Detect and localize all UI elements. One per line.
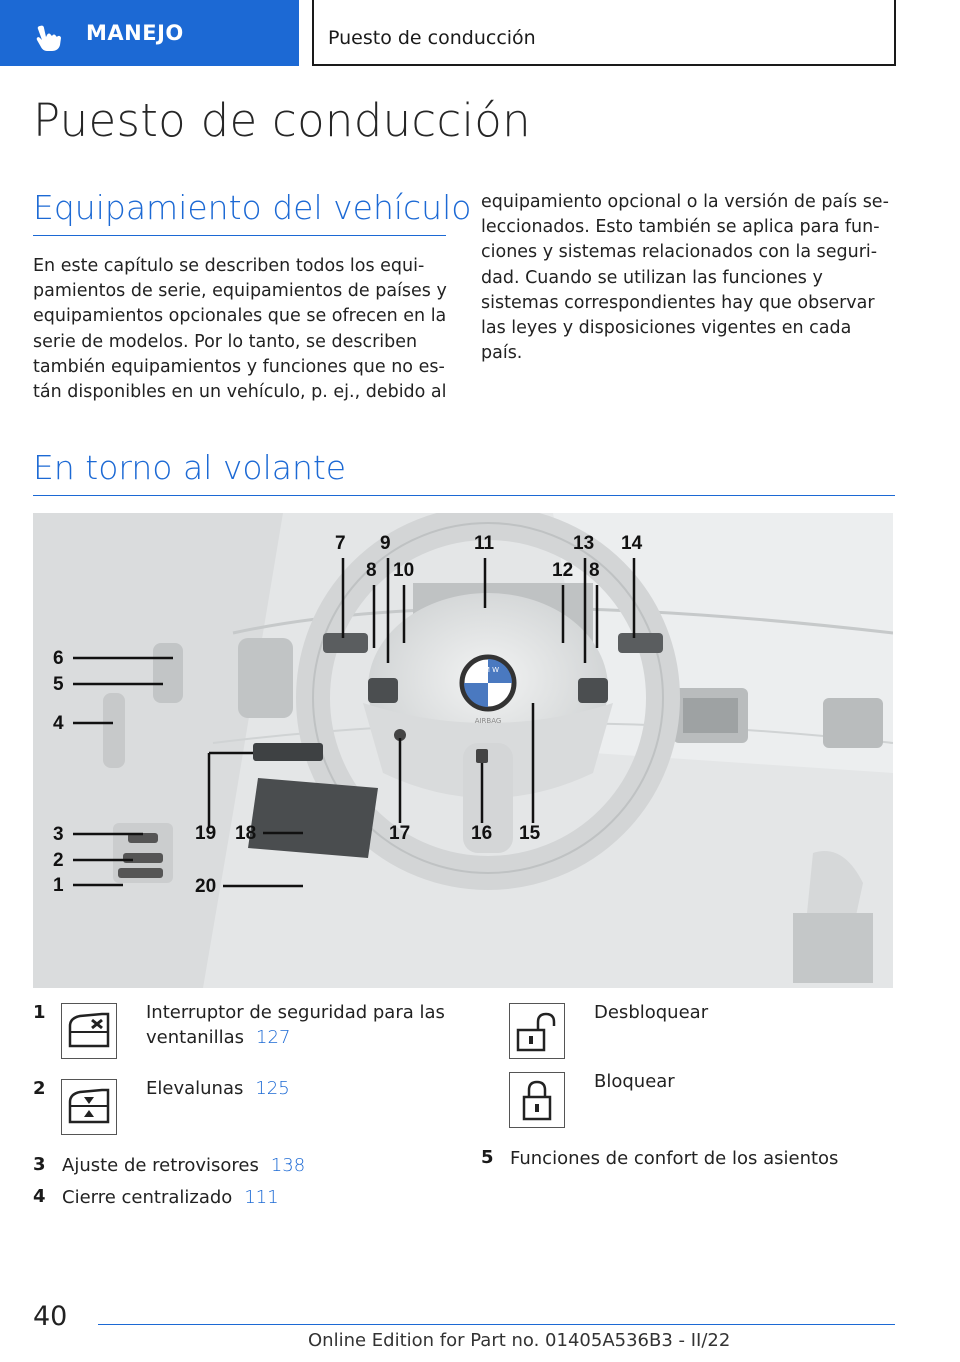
equipment-text-left <box>33 254 447 405</box>
callout-label: 20 <box>195 876 217 897</box>
callout-label: 11 <box>474 533 495 554</box>
cockpit-illustration <box>33 513 893 988</box>
callout-label: 5 <box>53 674 64 695</box>
steering-heading-rule <box>33 495 895 496</box>
airbag-label: AIRBAG <box>474 717 502 725</box>
legend-text-line: Interruptor de seguridad para las <box>146 1002 445 1023</box>
callout-label: 10 <box>393 560 415 581</box>
callout-label: 17 <box>389 823 411 844</box>
callout-label: 14 <box>621 533 643 554</box>
legend-unlock: Desbloquear <box>594 1002 709 1023</box>
legend-number: 5 <box>481 1147 494 1168</box>
section-label: Puesto de conducción <box>328 27 536 49</box>
callout-label: 16 <box>471 823 493 844</box>
text-line: ciones y sistemas relacionados con la seguri- <box>481 242 878 263</box>
cockpit-drawing <box>33 513 893 988</box>
text-line: sistemas correspondientes hay que observar <box>481 292 875 313</box>
text-line: equipamientos opcionales que se ofrecen en la <box>33 306 447 327</box>
callout-label: 9 <box>380 533 391 554</box>
page-reference-link[interactable]: 125 <box>255 1078 290 1099</box>
legend-number: 2 <box>33 1078 46 1099</box>
legend-text: Ajuste de retrovisores <box>62 1155 259 1176</box>
callout-label: 3 <box>53 824 64 845</box>
text-line: país. <box>481 343 523 364</box>
legend-text: Cierre centralizado <box>62 1187 233 1208</box>
text-line: En este capítulo se describen todos los equi- <box>33 256 425 276</box>
callout-label: 8 <box>589 560 600 581</box>
legend-item-1 <box>146 1000 445 1050</box>
text-line: dad. Cuando se utilizan las funciones y <box>481 267 823 288</box>
chapter-label: MANEJO <box>86 21 184 45</box>
callout-label: 6 <box>53 648 64 669</box>
page-header <box>0 0 960 66</box>
chapter-tab[interactable] <box>0 0 299 66</box>
equipment-heading-rule <box>33 235 446 236</box>
callout-label: 12 <box>552 560 574 581</box>
text-line: leccionados. Esto también se aplica para fun- <box>481 217 880 238</box>
unlock-icon <box>509 1003 565 1059</box>
power-window-icon <box>61 1079 117 1135</box>
callout-label: 19 <box>195 823 217 844</box>
section-tab[interactable] <box>312 0 896 66</box>
equipment-heading: Equipamiento del vehículo <box>33 188 472 227</box>
legend-text: Elevalunas <box>146 1078 244 1099</box>
legend-item-5: Funciones de confort de los asientos <box>510 1148 839 1169</box>
pointing-hand-icon <box>34 24 64 52</box>
legend-item-2 <box>146 1076 290 1101</box>
page-reference-link[interactable]: 127 <box>256 1027 291 1048</box>
callout-label: 4 <box>53 713 64 734</box>
callout-label: 18 <box>235 823 257 844</box>
legend-lock: Bloquear <box>594 1071 675 1092</box>
legend-item-4 <box>62 1185 279 1210</box>
callout-label: 2 <box>53 850 64 871</box>
steering-heading: En torno al volante <box>33 448 347 487</box>
legend-text: ventanillas <box>146 1027 245 1048</box>
callout-label: 13 <box>573 533 595 554</box>
window-safety-switch-icon <box>61 1003 117 1059</box>
text-line: también equipamientos y funciones que no es- <box>33 356 445 377</box>
page-reference-link[interactable]: 111 <box>244 1187 279 1208</box>
legend-text-line <box>146 1025 445 1050</box>
callout-label: 1 <box>53 875 64 896</box>
callout-label: 8 <box>366 560 377 581</box>
legend-number: 1 <box>33 1002 46 1023</box>
page-number: 40 <box>33 1301 68 1332</box>
text-line: serie de modelos. Por lo tanto, se describen <box>33 331 418 352</box>
page-reference-link[interactable]: 138 <box>270 1155 306 1176</box>
callout-label: 7 <box>335 533 346 554</box>
callout-label: 15 <box>519 823 541 844</box>
edition-footer: Online Edition for Part no. 01405A536B3 - II/22 <box>308 1330 731 1351</box>
logo-text: B M W <box>476 666 500 674</box>
legend-item-3 <box>62 1153 305 1178</box>
text-line: las leyes y disposiciones vigentes en cada <box>481 318 852 339</box>
text-line: tán disponibles en un vehículo, p. ej., debido al <box>33 382 447 403</box>
page-title: Puesto de conducción <box>33 94 531 147</box>
footer-rule <box>98 1324 895 1325</box>
text-line: equipamiento opcional o la versión de país se- <box>481 192 889 212</box>
text-line: pamientos de serie, equipamientos de países y <box>33 281 447 302</box>
legend-number: 4 <box>33 1186 46 1207</box>
lock-icon <box>509 1072 565 1128</box>
equipment-text-right <box>481 190 889 366</box>
legend-number: 3 <box>33 1154 46 1175</box>
